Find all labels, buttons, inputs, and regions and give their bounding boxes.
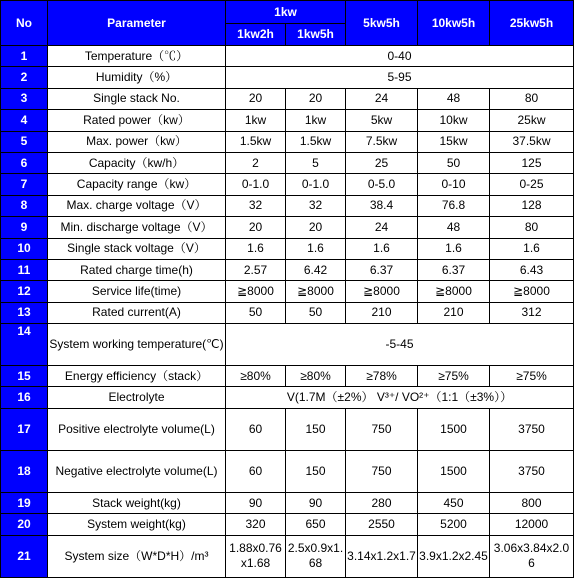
value-cell: 25kw [490, 110, 574, 131]
value-cell: ≥80% [226, 366, 286, 387]
table-row [1, 217, 574, 238]
parameter-name: Rated current(A) [48, 302, 226, 323]
value-cell: 1.88x0.76x1.68 [226, 535, 286, 577]
parameter-name: System size（W*D*H）/m³ [48, 535, 226, 577]
row-number: 15 [1, 366, 48, 387]
header-group-1kw: 1kw [226, 1, 346, 24]
table-row [1, 281, 574, 302]
value-cell: 0-25 [490, 174, 574, 195]
table-body [1, 46, 574, 578]
value-cell: 750 [346, 408, 418, 450]
value-cell: 48 [418, 88, 490, 109]
table-row [1, 67, 574, 88]
table-row [1, 195, 574, 216]
parameter-name: System working temperature(℃) [48, 324, 226, 366]
header-row-1 [1, 1, 574, 24]
value-cell: 20 [226, 217, 286, 238]
value-cell: 50 [418, 152, 490, 173]
row-number: 20 [1, 514, 48, 535]
value-cell: 3.06x3.84x2.06 [490, 535, 574, 577]
row-number: 6 [1, 152, 48, 173]
value-cell: ≥75% [490, 366, 574, 387]
header-no: No [1, 1, 48, 46]
value-cell: 32 [226, 195, 286, 216]
value-cell: 80 [490, 217, 574, 238]
value-cell: 76.8 [418, 195, 490, 216]
header-1kw2h: 1kw2h [226, 24, 286, 46]
parameter-name: Positive electrolyte volume(L) [48, 408, 226, 450]
table-row [1, 88, 574, 109]
parameter-name: Rated charge time(h) [48, 259, 226, 280]
row-number: 9 [1, 217, 48, 238]
parameter-name: Energy efficiency（stack） [48, 366, 226, 387]
value-cell: 0-1.0 [286, 174, 346, 195]
value-cell: 2 [226, 152, 286, 173]
value-cell: ≧8000 [346, 281, 418, 302]
value-cell: 50 [286, 302, 346, 323]
parameter-name: System weight(kg) [48, 514, 226, 535]
value-cell: 3.14x1.2x1.7 [346, 535, 418, 577]
value-cell: 50 [226, 302, 286, 323]
value-cell: 210 [346, 302, 418, 323]
row-number: 1 [1, 46, 48, 67]
value-cell: 6.42 [286, 259, 346, 280]
value-cell: 90 [286, 492, 346, 513]
table-row [1, 110, 574, 131]
value-cell: 24 [346, 88, 418, 109]
header-25kw5h: 25kw5h [490, 1, 574, 46]
row-number: 19 [1, 492, 48, 513]
parameter-name: Service life(time) [48, 281, 226, 302]
parameter-name: Capacity（kw/h） [48, 152, 226, 173]
value-cell: 3750 [490, 408, 574, 450]
parameter-name: Max. power（kw） [48, 131, 226, 152]
table-row [1, 174, 574, 195]
value-cell: 1500 [418, 450, 490, 492]
value-cell: 5 [286, 152, 346, 173]
value-cell: 1.6 [286, 238, 346, 259]
value-cell: 15kw [418, 131, 490, 152]
row-number: 17 [1, 408, 48, 450]
value-cell: 32 [286, 195, 346, 216]
merged-value-cell: V(1.7M（±2%） V³⁺/ VO²⁺（1:1（±3%）） [226, 387, 574, 408]
value-cell: 2.57 [226, 259, 286, 280]
value-cell: 5200 [418, 514, 490, 535]
table-row [1, 492, 574, 513]
parameter-name: Max. charge voltage（V） [48, 195, 226, 216]
header-10kw5h: 10kw5h [418, 1, 490, 46]
row-number: 21 [1, 535, 48, 577]
row-number: 13 [1, 302, 48, 323]
table-row [1, 46, 574, 67]
value-cell: 3.9x1.2x2.45 [418, 535, 490, 577]
table-row [1, 152, 574, 173]
value-cell: 150 [286, 408, 346, 450]
value-cell: 0-5.0 [346, 174, 418, 195]
row-number: 8 [1, 195, 48, 216]
value-cell: 210 [418, 302, 490, 323]
value-cell: 90 [226, 492, 286, 513]
value-cell: 1.6 [346, 238, 418, 259]
value-cell: 20 [286, 88, 346, 109]
value-cell: 2550 [346, 514, 418, 535]
parameter-name: Single stack No. [48, 88, 226, 109]
row-number: 14 [1, 324, 48, 366]
value-cell: 2.5x0.9x1.68 [286, 535, 346, 577]
value-cell: 6.37 [346, 259, 418, 280]
value-cell: ≧8000 [490, 281, 574, 302]
value-cell: 20 [286, 217, 346, 238]
table-row [1, 366, 574, 387]
row-number: 4 [1, 110, 48, 131]
value-cell: 6.43 [490, 259, 574, 280]
value-cell: 1.6 [418, 238, 490, 259]
row-number: 2 [1, 67, 48, 88]
value-cell: 6.37 [418, 259, 490, 280]
table-row [1, 302, 574, 323]
value-cell: 1kw [226, 110, 286, 131]
table-row [1, 238, 574, 259]
value-cell: ≥78% [346, 366, 418, 387]
table-row [1, 535, 574, 577]
table-row [1, 259, 574, 280]
merged-value-cell: 0-40 [226, 46, 574, 67]
parameter-name: Humidity（%） [48, 67, 226, 88]
parameter-name: Electrolyte [48, 387, 226, 408]
value-cell: 60 [226, 450, 286, 492]
value-cell: 450 [418, 492, 490, 513]
value-cell: 38.4 [346, 195, 418, 216]
value-cell: ≧8000 [418, 281, 490, 302]
table-row [1, 514, 574, 535]
header-1kw5h: 1kw5h [286, 24, 346, 46]
table-row [1, 324, 574, 366]
table-row [1, 408, 574, 450]
value-cell: 650 [286, 514, 346, 535]
value-cell: 3750 [490, 450, 574, 492]
row-number: 18 [1, 450, 48, 492]
value-cell: 125 [490, 152, 574, 173]
value-cell: 320 [226, 514, 286, 535]
parameter-name: Stack weight(kg) [48, 492, 226, 513]
value-cell: 312 [490, 302, 574, 323]
value-cell: ≥75% [418, 366, 490, 387]
value-cell: 5kw [346, 110, 418, 131]
row-number: 10 [1, 238, 48, 259]
merged-value-cell: -5-45 [226, 324, 574, 366]
value-cell: ≧8000 [286, 281, 346, 302]
parameter-name: Single stack voltage（V） [48, 238, 226, 259]
row-number: 7 [1, 174, 48, 195]
value-cell: 1.5kw [286, 131, 346, 152]
value-cell: 750 [346, 450, 418, 492]
value-cell: 1kw [286, 110, 346, 131]
row-number: 5 [1, 131, 48, 152]
merged-value-cell: 5-95 [226, 67, 574, 88]
value-cell: 800 [490, 492, 574, 513]
header-parameter: Parameter [48, 1, 226, 46]
value-cell: 1500 [418, 408, 490, 450]
parameter-name: Negative electrolyte volume(L) [48, 450, 226, 492]
row-number: 3 [1, 88, 48, 109]
value-cell: 128 [490, 195, 574, 216]
value-cell: 0-10 [418, 174, 490, 195]
table-row [1, 450, 574, 492]
value-cell: 60 [226, 408, 286, 450]
value-cell: 7.5kw [346, 131, 418, 152]
value-cell: ≥80% [286, 366, 346, 387]
value-cell: 80 [490, 88, 574, 109]
value-cell: 1.6 [490, 238, 574, 259]
value-cell: 20 [226, 88, 286, 109]
value-cell: 1.5kw [226, 131, 286, 152]
value-cell: 12000 [490, 514, 574, 535]
value-cell: 150 [286, 450, 346, 492]
value-cell: 1.6 [226, 238, 286, 259]
parameter-name: Capacity range（kw） [48, 174, 226, 195]
value-cell: 10kw [418, 110, 490, 131]
parameter-name: Rated power（kw） [48, 110, 226, 131]
row-number: 12 [1, 281, 48, 302]
row-number: 16 [1, 387, 48, 408]
table-row [1, 387, 574, 408]
value-cell: 25 [346, 152, 418, 173]
parameter-name: Min. discharge voltage（V） [48, 217, 226, 238]
value-cell: 0-1.0 [226, 174, 286, 195]
value-cell: 37.5kw [490, 131, 574, 152]
header-5kw5h: 5kw5h [346, 1, 418, 46]
value-cell: 48 [418, 217, 490, 238]
parameter-name: Temperature（℃） [48, 46, 226, 67]
value-cell: ≧8000 [226, 281, 286, 302]
table-row [1, 131, 574, 152]
value-cell: 280 [346, 492, 418, 513]
value-cell: 24 [346, 217, 418, 238]
row-number: 11 [1, 259, 48, 280]
